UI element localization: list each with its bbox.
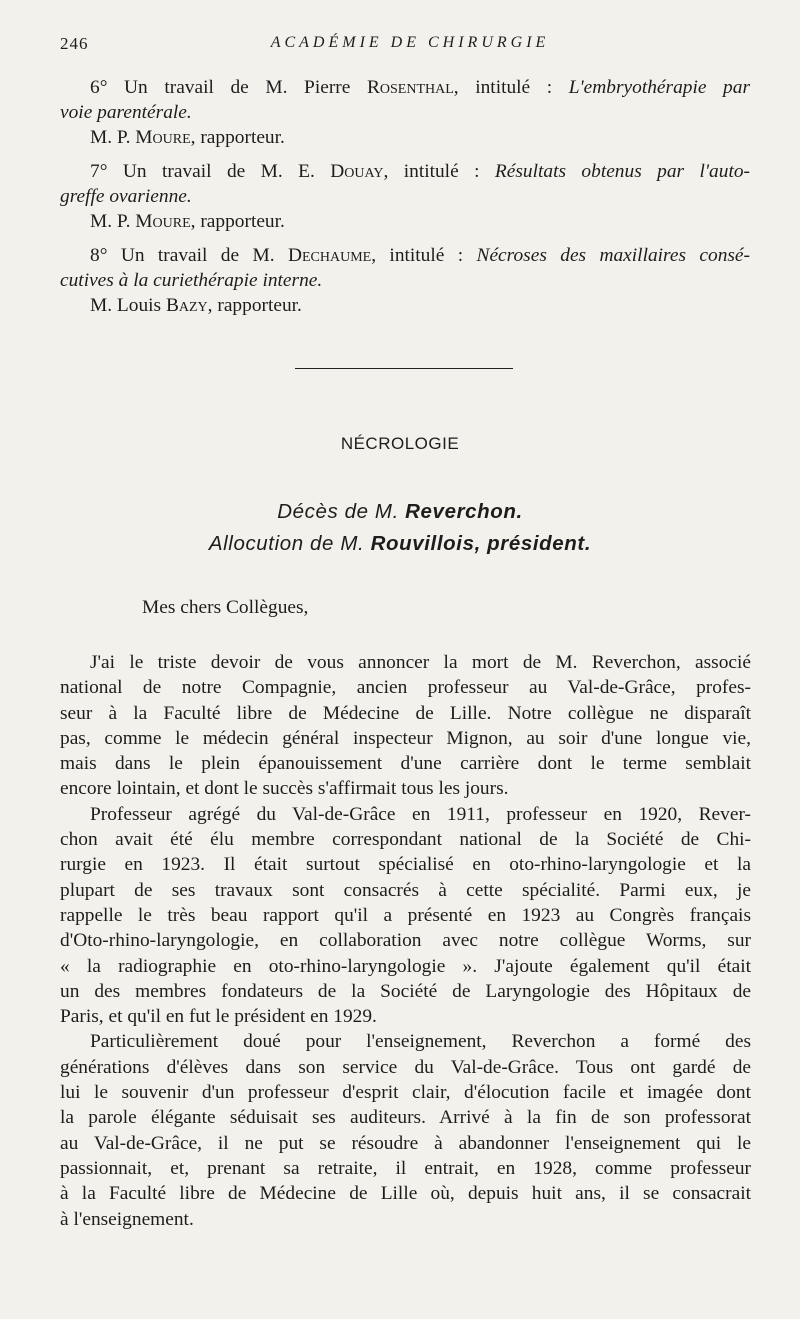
- text-line: à l'enseignement.: [60, 1208, 194, 1230]
- page-number: 246: [60, 34, 89, 53]
- text-line: à la Faculté libre de Médecine de Lille où, depuis huit ans, il se consacrait: [60, 1183, 751, 1205]
- text-line: national de notre Compagnie, ancien professeur au Val-de-Grâce, profes-: [60, 677, 751, 699]
- text-line: passionnait, et, prenant sa retraite, il entrait, en 1928, comme professeur: [60, 1157, 751, 1179]
- text-line: la parole élégante séduisait ses auditeurs. Arrivé à la fin de son professorat: [60, 1107, 751, 1129]
- text-line: « la radiographie en oto-rhino-laryngologie ». J'ajoute également qu'il était: [60, 955, 751, 977]
- text-line: J'ai le triste devoir de vous annoncer la mort de M. Reverchon, associé: [90, 652, 751, 673]
- text-line: chon avait été élu membre correspondant national de la Société de Chi-: [60, 829, 751, 851]
- text-line: plupart de ses travaux sont consacrés à cette spécialité. Parmi eux, je: [60, 879, 751, 901]
- text-line: pas, comme le médecin général inspecteur Mignon, au soir d'une longue vie,: [60, 727, 751, 749]
- text-line: mais dans le plein épanouissement d'une carrière dont le terme semblait: [60, 753, 751, 775]
- text-line: encore lointain, et dont le succès s'affirmait tous les jours.: [60, 778, 509, 800]
- text-line: seur à la Faculté libre de Médecine de Lille. Notre collègue ne disparaît: [60, 702, 751, 724]
- journal-title: ACADÉMIE DE CHIRURGIE: [270, 34, 550, 51]
- text-line: Professeur agrégé du Val-de-Grâce en 1911, professeur en 1920, Rever-: [90, 803, 751, 825]
- article-body: [60, 650, 751, 1232]
- salutation: Mes chers Collègues,: [142, 597, 309, 618]
- text-line: d'Oto-rhino-laryngologie, en collaboration avec notre collègue Worms, sur: [60, 930, 751, 952]
- item-reporter: M. P. Moure, rapporteur.: [90, 127, 285, 148]
- paragraph: [60, 802, 751, 1030]
- item-reporter: M. P. Moure, rapporteur.: [90, 211, 285, 232]
- section-divider: [295, 368, 513, 369]
- list-item: [60, 75, 750, 150]
- list-item: [60, 243, 750, 318]
- item-line: 7° Un travail de M. E. Douay, intitulé : Résultats obtenus par l'auto-: [90, 161, 750, 182]
- text-line: Paris, et qu'il en fut le président en 1929.: [60, 1006, 377, 1028]
- text-line: au Val-de-Grâce, il ne put se résoudre à abandonner l'enseignement qui le: [60, 1132, 751, 1154]
- list-item: [60, 159, 750, 234]
- paragraph: [60, 1029, 751, 1231]
- item-line: 8° Un travail de M. Dechaume, intitulé : Nécroses des maxillaires consé-: [90, 245, 750, 266]
- article-subtitle: Allocution de M. Rouvillois, président.: [208, 532, 592, 555]
- item-line: voie parentérale.: [60, 102, 192, 123]
- text-line: lui le souvenir d'un professeur d'esprit clair, d'élocution facile et imagée dont: [60, 1082, 751, 1104]
- text-line: Particulièrement doué pour l'enseignement, Reverchon a formé des: [90, 1031, 751, 1053]
- item-reporter: M. Louis Bazy, rapporteur.: [90, 295, 302, 316]
- section-heading: NÉCROLOGIE: [340, 434, 460, 453]
- text-line: générations d'élèves dans son service du Val-de-Grâce. Tous ont gardé de: [60, 1056, 751, 1078]
- paragraph: [60, 650, 751, 802]
- text-line: rappelle le très beau rapport qu'il a présenté en 1923 au Congrès français: [60, 904, 751, 926]
- article-title: Décès de M. Reverchon.: [277, 500, 523, 523]
- text-line: rurgie en 1923. Il était surtout spécialisé en oto-rhino-laryngologie et la: [60, 854, 751, 876]
- item-line: 6° Un travail de M. Pierre Rosenthal, intitulé : L'embryothérapie par: [90, 77, 750, 98]
- item-line: cutives à la curiethérapie interne.: [60, 270, 323, 291]
- item-line: greffe ovarienne.: [60, 186, 192, 207]
- text-line: un des membres fondateurs de la Société de Laryngologie des Hôpitaux de: [60, 980, 751, 1002]
- running-head: [60, 34, 760, 56]
